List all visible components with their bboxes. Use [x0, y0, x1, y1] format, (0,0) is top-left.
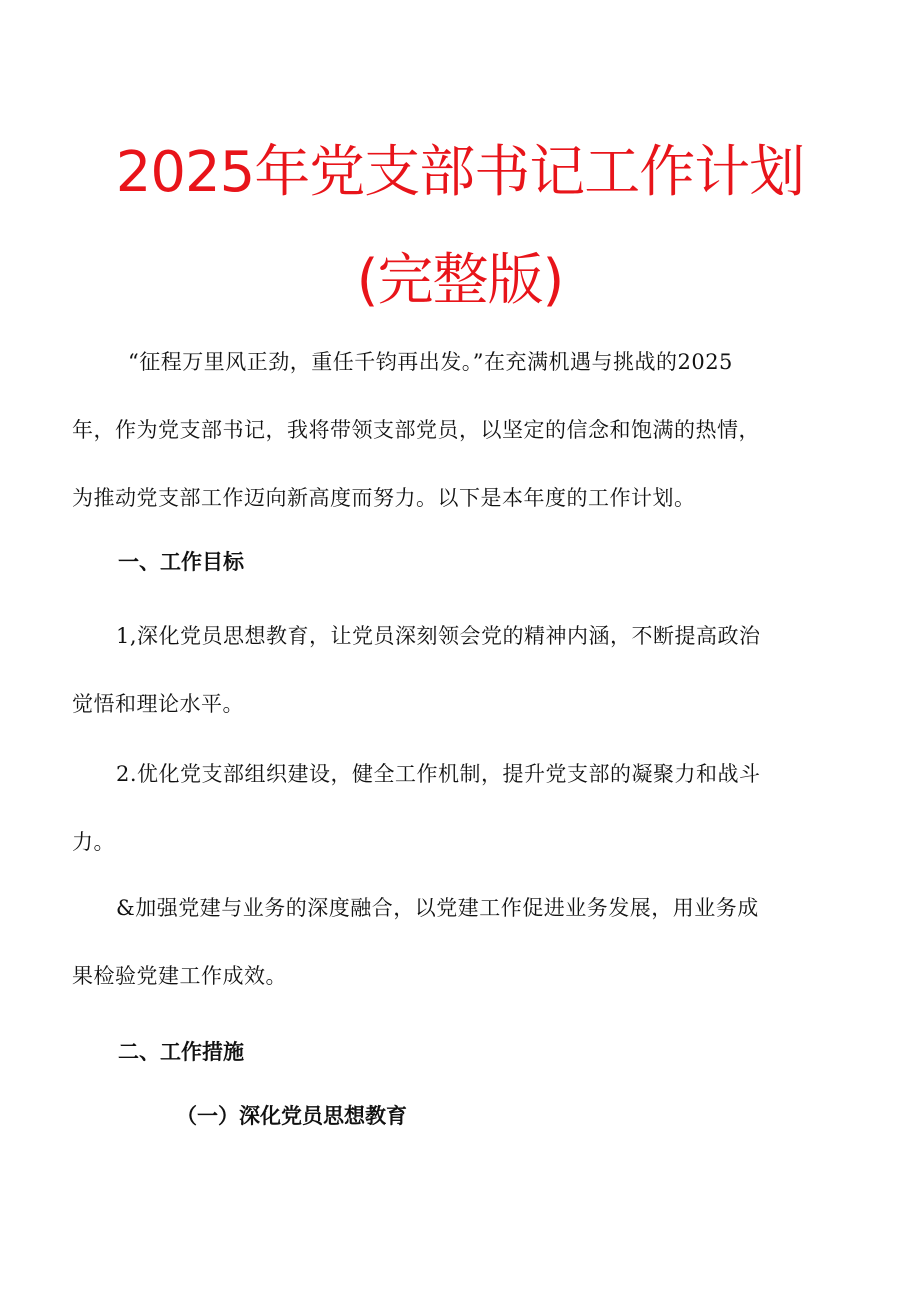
text-line: 1,深化党员思想教育，让党员深刻领会党的精神内涵，不断提高政治	[116, 624, 761, 648]
document-title-subtitle: (完整版)	[356, 248, 564, 313]
subsection-heading-education: （一）深化党员思想教育	[176, 1104, 407, 1128]
intro-paragraph	[72, 328, 812, 532]
text-line: 年，作为党支部书记，我将带领支部党员，以坚定的信念和饱满的热情，	[72, 418, 760, 442]
goal-item-3	[72, 874, 812, 1010]
section-heading-goals: 一、工作目标	[118, 550, 244, 574]
document-title: 2025年党支部书记工作计划	[115, 140, 805, 205]
text-line: 为推动党支部工作迈向新高度而努力。以下是本年度的工作计划。	[72, 486, 696, 510]
text-line: “征程万里风正劲，重任千钧再出发。”在充满机遇与挑战的2025	[128, 350, 733, 374]
goal-item-1	[72, 602, 812, 738]
section-heading-measures: 二、工作措施	[118, 1040, 244, 1064]
goal-item-2	[72, 740, 812, 876]
text-line: 2.优化党支部组织建设，健全工作机制，提升党支部的凝聚力和战斗	[116, 762, 761, 786]
text-line: 果检验党建工作成效。	[72, 964, 287, 988]
text-line: &加强党建与业务的深度融合，以党建工作促进业务发展，用业务成	[116, 896, 759, 920]
text-line: 觉悟和理论水平。	[72, 692, 244, 716]
text-line: 力。	[72, 830, 115, 854]
